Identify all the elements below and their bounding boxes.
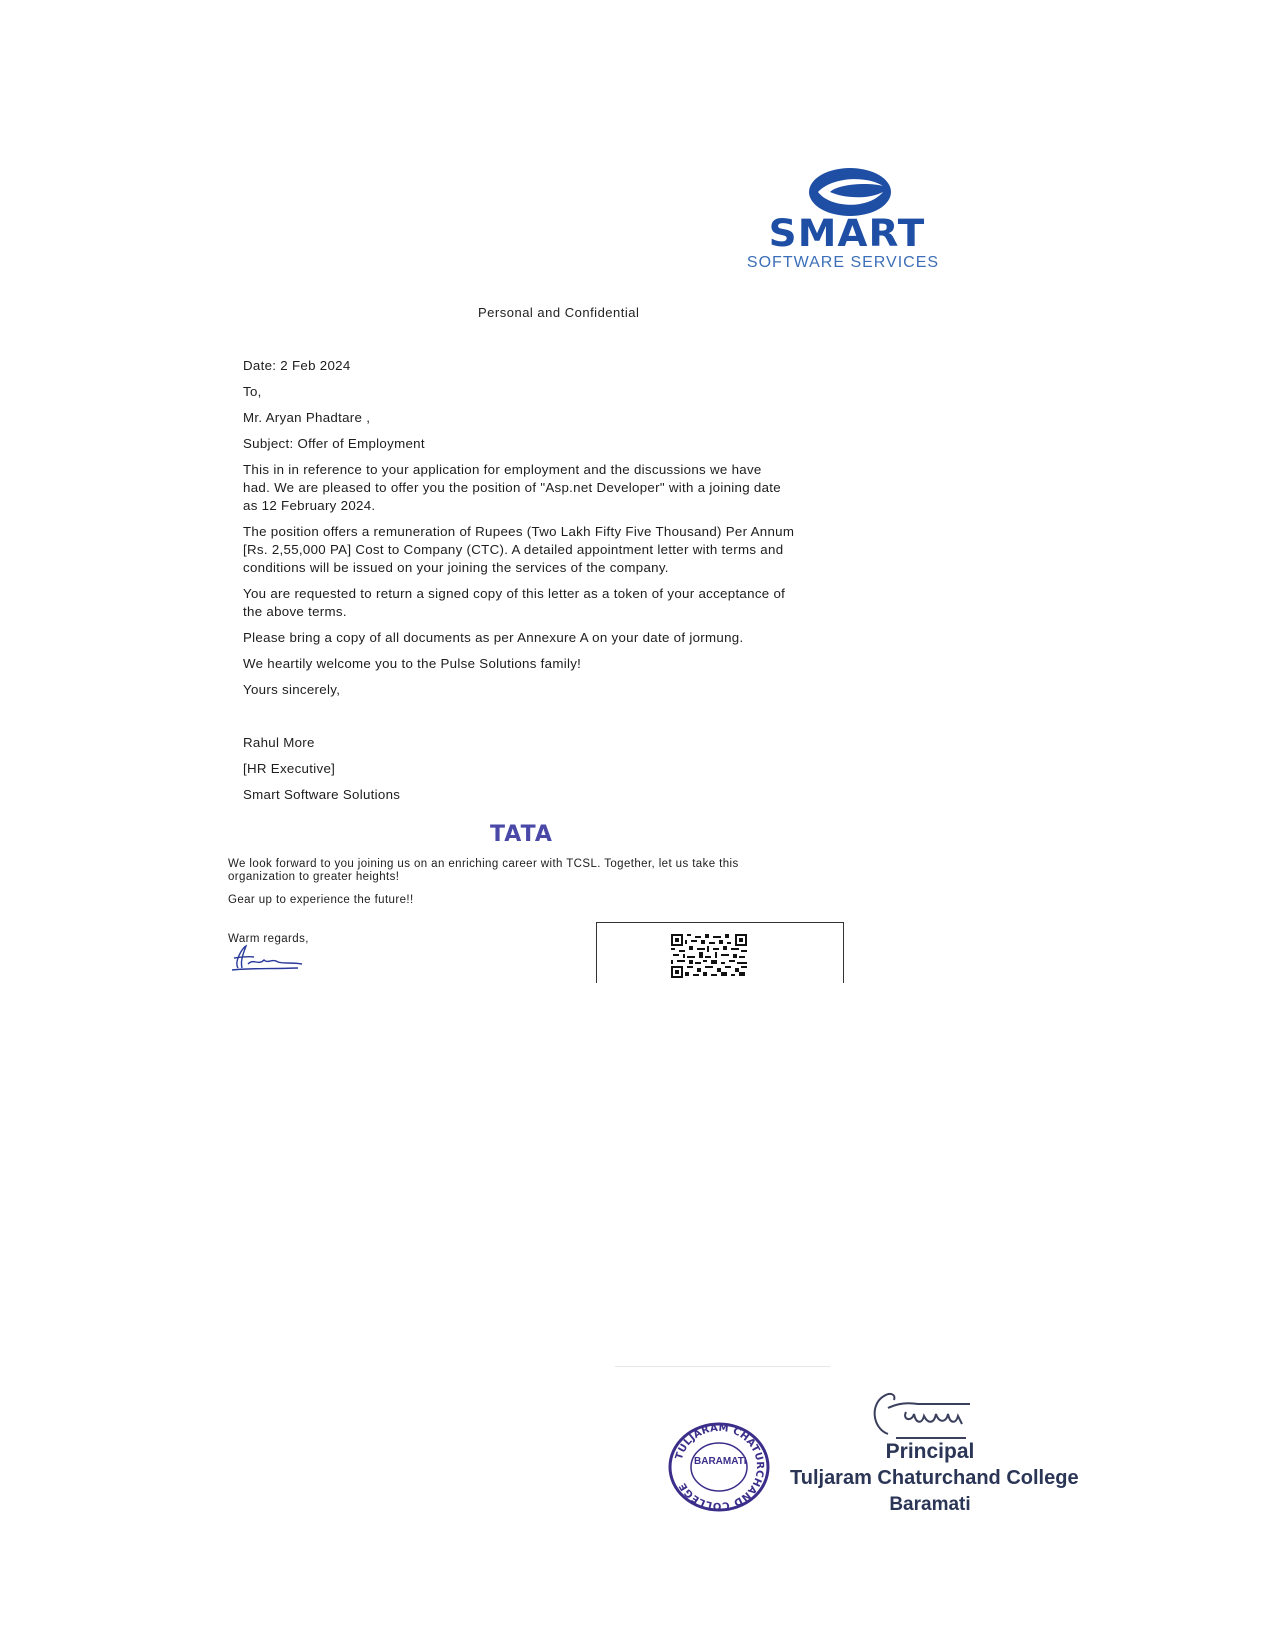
signatory-title: [HR Executive]: [243, 761, 336, 776]
smart-tagline: SOFTWARE SERVICES: [746, 254, 940, 271]
tata-line2: organization to greater heights!: [228, 871, 400, 883]
confidential-heading: Personal and Confidential: [478, 305, 640, 320]
para1-line2: had. We are pleased to offer you the position of "Asp.net Developer" with a joining date: [243, 480, 781, 495]
smart-brand-text: SMART: [768, 212, 926, 255]
para5: We heartily welcome you to the Pulse Solutions family!: [243, 656, 582, 671]
signatory-company: Smart Software Solutions: [243, 787, 401, 802]
qr-code-icon: [671, 934, 747, 978]
seal-center-text: BARAMATI: [694, 1456, 747, 1467]
letter-recipient: Mr. Aryan Phadtare ,: [243, 410, 371, 425]
tata-line3: Gear up to experience the future!!: [228, 894, 414, 906]
college-seal: [668, 1422, 770, 1512]
signatory-name: Rahul More: [243, 735, 315, 750]
tata-line1: We look forward to you joining us on an enriching career with TCSL. Together, let us take this: [228, 858, 739, 870]
para3-line1: You are requested to return a signed copy of this letter as a token of your acceptance of: [243, 586, 786, 601]
principal-city: Baramati: [889, 1494, 971, 1515]
letter-date: Date: 2 Feb 2024: [243, 358, 351, 373]
warm-regards: Warm regards,: [228, 933, 309, 945]
tata-logo: TATA: [490, 822, 553, 847]
signature-icon: [228, 942, 308, 972]
principal-signature-icon: [866, 1384, 986, 1444]
letter-subject: Subject: Offer of Employment: [243, 436, 425, 451]
para1-line3: as 12 February 2024.: [243, 498, 376, 513]
seal-ring-text: TULJARAM CHATURCHAND COLLEGE: [673, 1422, 766, 1512]
divider: [615, 1366, 830, 1367]
para4: Please bring a copy of all documents as per Annexure A on your date of jormung.: [243, 630, 744, 645]
principal-title: Principal: [885, 1440, 975, 1463]
para1-line1: This in in reference to your application for employment and the discussions we have: [243, 462, 762, 477]
para2-line3: conditions will be issued on your joining the services of the company.: [243, 560, 669, 575]
principal-college: Tuljaram Chaturchand College: [790, 1467, 1079, 1489]
closing: Yours sincerely,: [243, 682, 341, 697]
para2-line1: The position offers a remuneration of Rupees (Two Lakh Fifty Five Thousand) Per Annum: [243, 524, 795, 539]
letter-to: To,: [243, 384, 262, 399]
para2-line2: [Rs. 2,55,000 PA] Cost to Company (CTC). A detailed appointment letter with terms and: [243, 542, 784, 557]
para3-line2: the above terms.: [243, 604, 347, 619]
